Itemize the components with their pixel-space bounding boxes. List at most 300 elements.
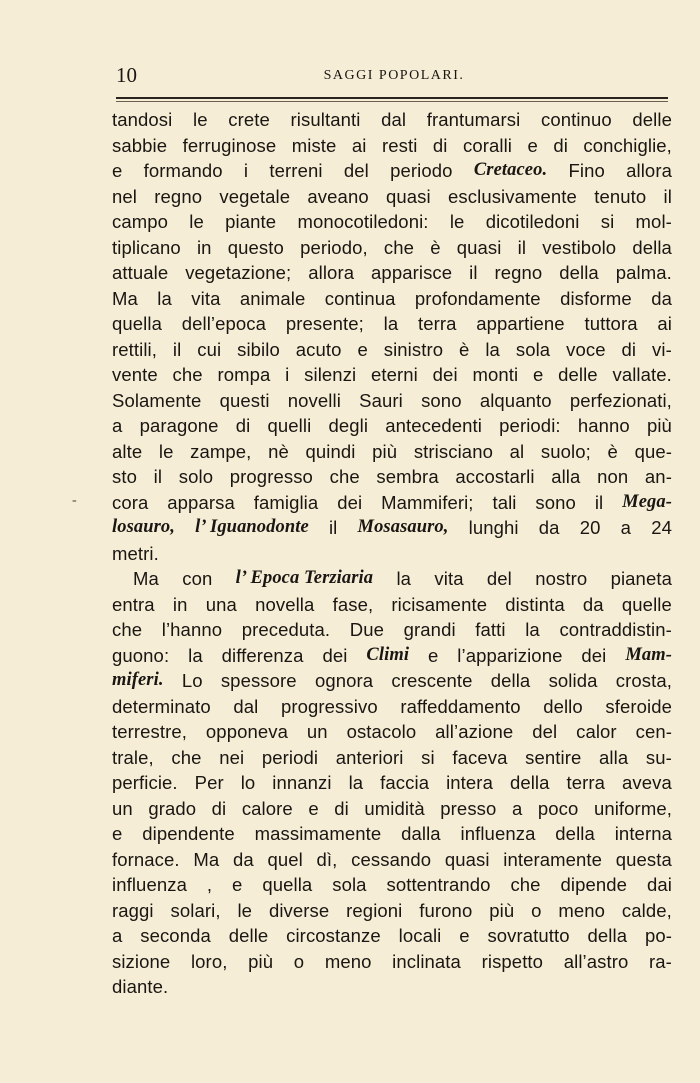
word: Mega-	[622, 491, 672, 512]
word: trale,	[112, 746, 154, 768]
word: l’apparizione	[457, 644, 563, 666]
word: Solamente	[112, 389, 202, 411]
word: nostro	[535, 568, 588, 589]
word: eterni	[371, 364, 418, 385]
word: faceva	[452, 746, 508, 768]
word: Ma	[133, 568, 159, 589]
word: calore	[241, 797, 293, 819]
word: con	[182, 568, 213, 589]
word: dei	[322, 644, 348, 666]
word: ,	[206, 874, 213, 895]
word: tuttora	[584, 313, 638, 334]
word: solari,	[170, 899, 221, 921]
word: appartiene	[476, 313, 565, 334]
word: miste	[291, 134, 337, 156]
word: presente;	[285, 313, 364, 334]
word: furono	[419, 899, 473, 921]
word: esclusivamente	[448, 185, 577, 207]
word: periodi	[261, 746, 319, 768]
word: o	[293, 950, 305, 972]
text-line	[112, 821, 672, 847]
word: raffeddamento	[400, 695, 521, 717]
text-line	[112, 617, 672, 643]
word: più	[248, 950, 274, 972]
word: che	[383, 236, 415, 258]
running-head	[112, 62, 670, 90]
word: quelli	[267, 415, 312, 436]
word: Due	[349, 619, 385, 640]
word: interna	[614, 823, 672, 844]
word: solida	[548, 670, 598, 691]
word: acuto	[295, 338, 342, 360]
word: vi-	[652, 338, 672, 360]
word: cen-	[635, 721, 672, 742]
text-line	[112, 362, 672, 388]
word: nè	[268, 440, 289, 462]
word: meno	[558, 899, 606, 921]
word: la	[157, 287, 172, 309]
word: questi	[219, 389, 270, 411]
word: è	[459, 338, 470, 360]
word: a	[112, 415, 123, 436]
word: strisciano	[413, 440, 493, 462]
word: del	[532, 721, 558, 742]
word: e	[112, 823, 123, 844]
word: a	[112, 925, 123, 946]
word: sizione	[112, 950, 171, 972]
word: le	[193, 109, 208, 130]
word: non	[597, 466, 629, 487]
word: vegetale	[219, 185, 291, 207]
word: le	[237, 899, 253, 921]
word: raggi	[112, 899, 154, 921]
text-line	[112, 133, 672, 159]
word: sferoide	[605, 695, 672, 717]
word: Sauri	[359, 389, 403, 411]
word: l’ Iguanodonte	[195, 517, 309, 537]
word: è	[430, 236, 441, 258]
word: inclinata	[392, 950, 461, 972]
word: il	[594, 491, 604, 513]
word: sono	[535, 491, 576, 513]
word: del	[486, 568, 512, 589]
word: antecedenti	[385, 415, 482, 436]
word: dipende	[560, 874, 628, 895]
word: grado	[148, 797, 197, 819]
word: an-	[644, 466, 672, 487]
word: la	[396, 568, 412, 589]
text-line	[112, 209, 672, 235]
word: che	[171, 746, 202, 768]
text-line	[112, 337, 672, 363]
word: famiglia	[253, 491, 319, 513]
word: tiplicano	[112, 236, 181, 258]
word: ricisamente	[391, 593, 488, 615]
text-line	[112, 745, 672, 771]
word: ferruginose	[182, 134, 277, 156]
word: di	[211, 797, 227, 819]
word: di	[334, 797, 349, 819]
word: rettili,	[112, 338, 157, 360]
word: dei	[337, 491, 363, 513]
word: sola	[332, 874, 367, 895]
word: delle	[558, 364, 598, 385]
word: vita	[191, 287, 221, 309]
word: ra-	[649, 950, 672, 972]
word: un	[306, 721, 328, 742]
word: che	[510, 874, 541, 895]
word: si	[421, 746, 435, 768]
word: una	[205, 593, 237, 615]
word: il	[153, 466, 163, 487]
word: spessore	[220, 670, 297, 691]
text-line	[112, 770, 672, 796]
word: periodo,	[300, 236, 368, 258]
word: interamente	[503, 848, 603, 870]
word: la	[188, 644, 203, 666]
word: diante.	[112, 976, 169, 997]
word: sabbie	[112, 134, 168, 156]
word: monocotiledoni:	[297, 211, 429, 232]
word: preceduta.	[241, 619, 331, 640]
word: palma.	[615, 262, 672, 283]
word: regno	[154, 185, 203, 207]
word: aveva	[622, 772, 672, 793]
word: sinistro	[383, 338, 444, 360]
word: ai	[351, 134, 367, 156]
word: paragone	[139, 415, 219, 436]
word: Lo	[181, 670, 203, 691]
word: apparsa	[167, 491, 235, 513]
text-line	[112, 286, 672, 312]
word: questo	[227, 236, 284, 258]
word: ai	[657, 313, 672, 334]
word: quasi	[444, 848, 490, 870]
word: più	[489, 899, 515, 921]
word: novelli	[287, 389, 341, 411]
word: pianeta	[610, 568, 672, 589]
word: la	[525, 619, 540, 640]
word: cora	[112, 491, 149, 513]
word: alquanto	[479, 389, 552, 411]
word: sibilo	[237, 338, 280, 360]
word: animale	[239, 287, 306, 309]
word: que-	[634, 440, 672, 462]
word: che	[112, 619, 143, 640]
word: alla	[551, 466, 581, 487]
word: dicotiledoni	[485, 211, 580, 232]
word: sovratutto	[487, 925, 570, 946]
text-line	[112, 974, 672, 1000]
word: cessando	[351, 848, 432, 870]
word: calor	[576, 721, 617, 742]
word: le	[158, 440, 174, 462]
word: Ma	[193, 848, 220, 870]
word: lo	[240, 772, 256, 793]
word: l’hanno	[161, 619, 223, 640]
word: alla	[599, 746, 629, 768]
word: allora	[626, 160, 672, 181]
word: voce	[566, 338, 606, 360]
word: crosta,	[615, 670, 672, 691]
word: determinato	[112, 695, 211, 717]
word: presso	[440, 797, 497, 819]
word: sono	[421, 389, 462, 411]
word: Mam-	[625, 644, 672, 665]
word: dei	[581, 644, 607, 666]
word: si	[600, 211, 615, 232]
word: da	[651, 287, 672, 309]
word: progresso	[229, 466, 313, 487]
word: della	[632, 236, 672, 258]
word: formando	[143, 160, 223, 181]
word: sola	[515, 338, 551, 360]
word: la	[485, 338, 500, 360]
word: piante	[225, 211, 277, 232]
word: continuo	[540, 109, 612, 130]
word: contraddistin-	[559, 619, 672, 640]
word: più	[372, 440, 398, 462]
word: Mosasauro,	[357, 517, 449, 537]
word: ognora	[314, 670, 374, 691]
word: disforme	[560, 287, 632, 309]
word: alte	[112, 440, 143, 462]
word: ostacolo	[346, 721, 417, 742]
text-line	[112, 796, 672, 822]
word: fornace.	[112, 848, 180, 870]
word: della	[490, 670, 531, 691]
word: Fino	[568, 160, 605, 181]
word: novella	[255, 593, 315, 615]
word: sentire	[525, 746, 582, 768]
word: regioni	[346, 899, 403, 921]
word: locali	[398, 925, 442, 946]
word: i	[243, 160, 249, 181]
word: tandosi	[112, 109, 173, 130]
word: e	[357, 338, 368, 360]
word: faccia	[380, 772, 430, 793]
text-line	[112, 158, 672, 184]
text-line	[112, 413, 672, 439]
word: uniforme,	[593, 797, 672, 819]
word: periodo	[390, 160, 453, 181]
word: fase,	[332, 593, 374, 615]
margin-mark: -	[72, 493, 77, 508]
word: miferi.	[112, 670, 164, 690]
word: cui	[197, 338, 222, 360]
text-line	[112, 541, 672, 567]
word: e	[527, 134, 538, 156]
word: umidità	[364, 797, 425, 819]
word: e	[459, 925, 470, 946]
word: le	[189, 211, 204, 232]
word: e	[427, 644, 439, 666]
word: a	[511, 797, 523, 819]
page-number: 10	[116, 63, 137, 87]
word: delle	[228, 925, 269, 946]
word: da	[232, 848, 254, 870]
text-line	[112, 515, 672, 541]
word: loro,	[190, 950, 228, 972]
word: dipendente	[142, 823, 235, 844]
word: influenza	[460, 823, 536, 844]
word: attuale	[112, 262, 169, 283]
word: il	[172, 338, 182, 360]
word: Cretaceo.	[473, 160, 548, 180]
word: periodi:	[499, 415, 561, 436]
word: calde,	[621, 899, 672, 921]
word: monti	[472, 364, 519, 385]
running-title: SAGGI POPOLARI.	[323, 68, 465, 83]
word: seconda	[140, 925, 211, 946]
header-rule	[116, 97, 668, 99]
word: aveano	[307, 185, 369, 207]
text-line	[112, 949, 672, 975]
text-line	[112, 388, 672, 414]
word: all’azione	[435, 721, 514, 742]
word: quasi	[386, 185, 431, 207]
word: risultanti	[290, 109, 361, 130]
word: di	[235, 415, 251, 436]
word: in	[196, 236, 212, 258]
word: delle	[632, 109, 672, 130]
word: vente	[112, 364, 158, 385]
word: perfezionati,	[569, 389, 672, 411]
word: 24	[651, 517, 672, 538]
word: i	[285, 364, 290, 385]
body-text	[112, 107, 672, 1000]
word: solo	[178, 466, 214, 487]
word: quelle	[621, 593, 672, 615]
word: continua	[324, 287, 396, 309]
word: dell’epoca	[181, 313, 267, 334]
word: intera	[446, 772, 493, 793]
text-line	[112, 235, 672, 261]
word: e	[308, 797, 319, 819]
word: sto	[112, 466, 137, 487]
word: terrestre,	[112, 721, 188, 742]
word: e	[532, 364, 544, 385]
word: mol-	[635, 211, 672, 232]
word: tenuto	[594, 185, 647, 207]
word: della	[509, 772, 550, 793]
word: il	[663, 185, 672, 207]
word: il	[469, 262, 478, 283]
word: tali	[492, 491, 517, 513]
text-line	[112, 668, 672, 694]
word: opponeva	[205, 721, 288, 742]
word: di	[621, 338, 637, 360]
word: losauro,	[112, 517, 176, 537]
word: o	[531, 899, 542, 921]
text-line	[112, 592, 672, 618]
text-line	[112, 847, 672, 873]
word: dei	[432, 364, 458, 385]
word: quella	[262, 874, 313, 895]
word: Climi	[366, 644, 410, 665]
word: influenza	[112, 874, 187, 895]
word: resti	[381, 134, 418, 156]
word: innanzi	[272, 772, 332, 793]
word: più	[646, 415, 672, 436]
word: su-	[645, 746, 672, 768]
word: il	[328, 517, 338, 538]
word: guono:	[112, 644, 170, 666]
word: da	[582, 593, 604, 615]
word: che	[329, 466, 360, 487]
word: da	[538, 517, 560, 538]
word: terra	[417, 313, 457, 334]
word: anteriori	[335, 746, 404, 768]
word: po-	[644, 925, 672, 946]
word: terreni	[269, 160, 323, 181]
word: crete	[228, 109, 270, 130]
word: dello	[543, 695, 583, 717]
word: campo	[112, 211, 169, 232]
word: della	[555, 823, 595, 844]
word: quel	[267, 848, 303, 870]
word: vegetazione;	[185, 262, 292, 283]
word: vestibolo	[542, 236, 617, 258]
word: vita	[434, 568, 464, 589]
word: nel	[112, 185, 137, 207]
word: e	[232, 874, 243, 895]
word: metri.	[112, 542, 159, 564]
word: poco	[537, 797, 579, 819]
word: 20	[579, 517, 601, 538]
word: quella	[112, 313, 162, 334]
text-line	[112, 643, 672, 669]
word: vallate.	[612, 364, 672, 385]
word: profondamente	[414, 287, 541, 309]
text-line	[112, 311, 672, 337]
word: allora	[308, 262, 355, 283]
header-rule-thin	[116, 101, 668, 102]
text-line	[112, 260, 672, 286]
word: l’ Epoca Terziaria	[235, 568, 374, 588]
word: e	[112, 160, 123, 181]
word: a	[620, 517, 632, 538]
word: dalla	[401, 823, 441, 844]
word: suolo;	[540, 440, 591, 462]
word: apparisce	[371, 262, 453, 283]
word: accostarli	[455, 466, 535, 487]
word: dì,	[316, 848, 338, 870]
word: conchiglie,	[583, 134, 672, 156]
word: fatti	[475, 619, 506, 640]
word: zampe,	[190, 440, 252, 462]
word: della	[587, 925, 628, 946]
word: dal	[381, 109, 407, 130]
word: crescente	[391, 670, 473, 691]
word: le	[449, 211, 465, 232]
word: la	[348, 772, 364, 793]
word: di	[553, 134, 568, 156]
word: degli	[328, 415, 369, 436]
text-line	[112, 872, 672, 898]
word: nei	[219, 746, 245, 768]
text-line	[112, 439, 672, 465]
word: distinta	[505, 593, 565, 615]
text-line	[112, 490, 672, 516]
word: coralli	[462, 134, 512, 156]
word: hanno	[577, 415, 630, 436]
word: quasi	[456, 236, 502, 258]
word: terra	[566, 772, 606, 793]
text-line	[112, 184, 672, 210]
word: diverse	[268, 899, 330, 921]
text-line	[112, 694, 672, 720]
